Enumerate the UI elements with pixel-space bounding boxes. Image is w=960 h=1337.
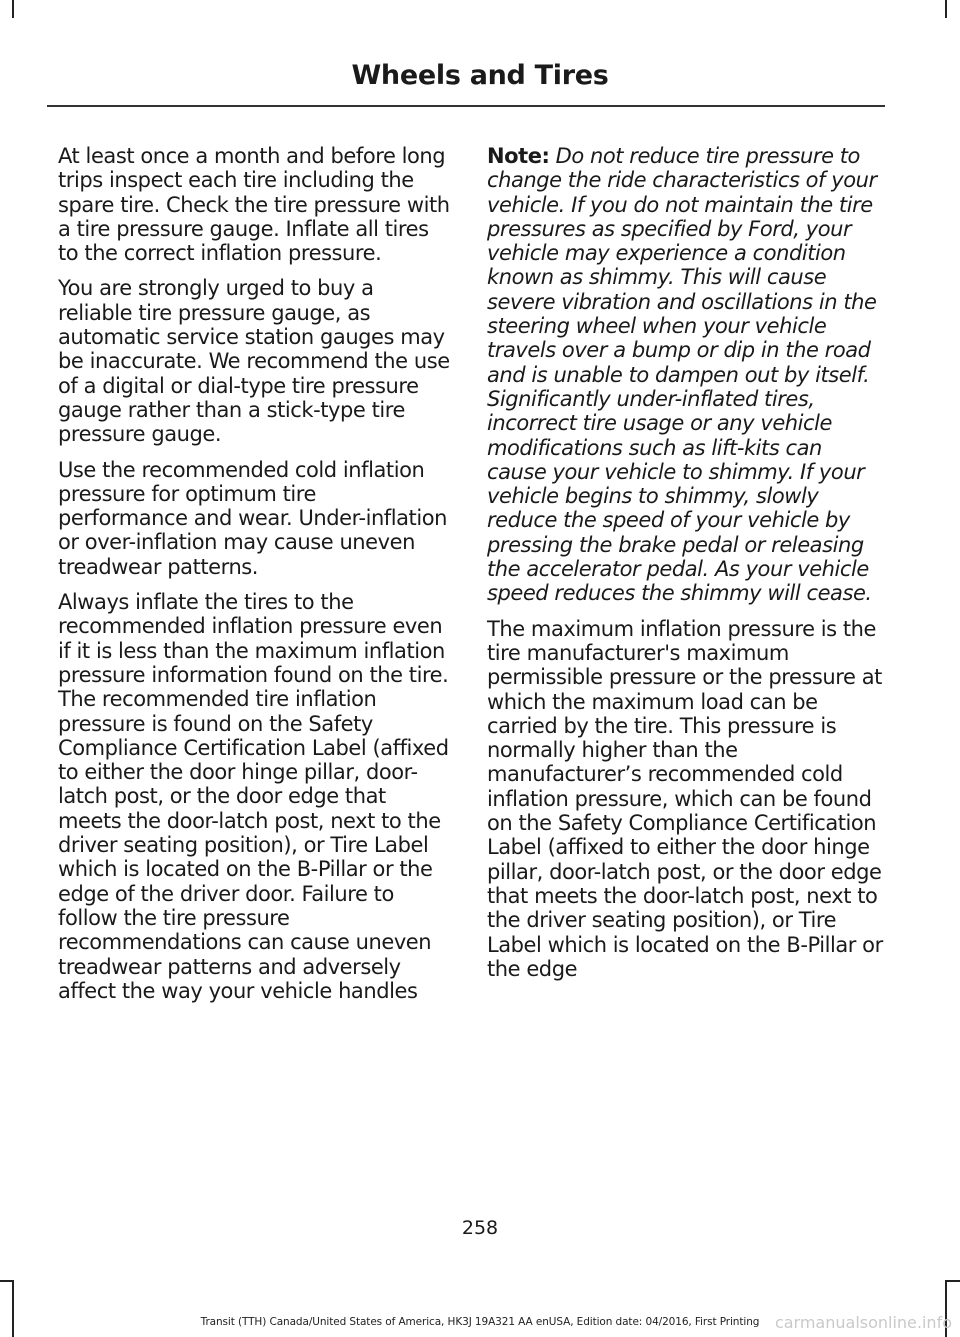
- crop-mark-top-left: [12, 0, 14, 18]
- crop-mark-bottom-right-horizontal: [945, 1280, 960, 1282]
- paragraph-maximum-inflation: The maximum inflation pressure is the tire manufacturer's maximum permissible pressure or the pressure at which the maximum load can be carried by the tire. This pressure is normally higher than the manufacturer’s recommended cold inflation pressure, which can be found on the Safety Compliance Certification Label (affixed to either the door hinge pillar, door-latch post, or the door edge that meets the door-latch post, next to the driver seating position), or Tire Label which is located on the B-Pillar or the edge: [487, 616, 883, 981]
- title-divider: [47, 105, 885, 107]
- crop-mark-bottom-left-horizontal: [0, 1280, 14, 1282]
- paragraph-cold-inflation: Use the recommended cold inflation pressure for optimum tire performance and wear. Under-inflation or over-inflation may cause uneven treadwear patterns.: [58, 457, 447, 579]
- footer-edition-info: Transit (TTH) Canada/United States of America, HK3J 19A321 AA enUSA, Edition date: 04/2016, First Printing: [200, 1316, 760, 1328]
- left-column: [58, 144, 450, 1014]
- note-label: Note:: [487, 144, 550, 168]
- paragraph-recommended-pressure: Always inflate the tires to the recommended inflation pressure even if it is less than the maximum inflation pressure information found on the tire. The recommended tire inflation pressure is found on the Safety Compliance Certification Label (affixed to either the door hinge pillar, door-latch post, or the door edge that meets the door-latch post, next to the driver seating position), or Tire Label which is located on the B-Pillar or the edge of the driver door. Failure to follow the tire pressure recommendations can cause uneven treadwear patterns and adversely affect the way your vehicle handles: [58, 590, 449, 1003]
- crop-mark-bottom-left-vertical: [12, 1282, 14, 1337]
- right-column: [487, 144, 883, 992]
- page-number: 258: [461, 1217, 499, 1239]
- paragraph-monthly-inspection: At least once a month and before long trips inspect each tire including the spare tire. Check the tire pressure with a tire pressure gauge. Inflate all tires to the correct inflation pressure.: [58, 144, 450, 266]
- paragraph-pressure-gauge: You are strongly urged to buy a reliable tire pressure gauge, as automatic service station gauges may be inaccurate. We recommend the use of a digital or dial-type tire pressure gauge rather than a stick-type tire pressure gauge.: [58, 276, 450, 447]
- crop-mark-top-right: [945, 0, 947, 18]
- note-block: [487, 144, 883, 606]
- note-text: Do not reduce tire pressure to change the ride characteristics of your vehicle. If you do not maintain the tire pressures as specified by Ford, your vehicle may experience a condition known as shimmy. This will cause severe vibration and oscillations in the steering wheel when your vehicle travels over a bump or dip in the road and is unable to dampen out by itself. Significantly under-inflated tires, incorrect tire usage or any vehicle modifications such as lift-kits can cause your vehicle to shimmy. If your vehicle begins to shimmy, slowly reduce the speed of your vehicle by pressing the brake pedal or releasing the accelerator pedal. As your vehicle speed reduces the shimmy will cease.: [487, 144, 877, 606]
- page-title: Wheels and Tires: [351, 60, 609, 91]
- watermark: carmanualsonline.info: [774, 1313, 952, 1332]
